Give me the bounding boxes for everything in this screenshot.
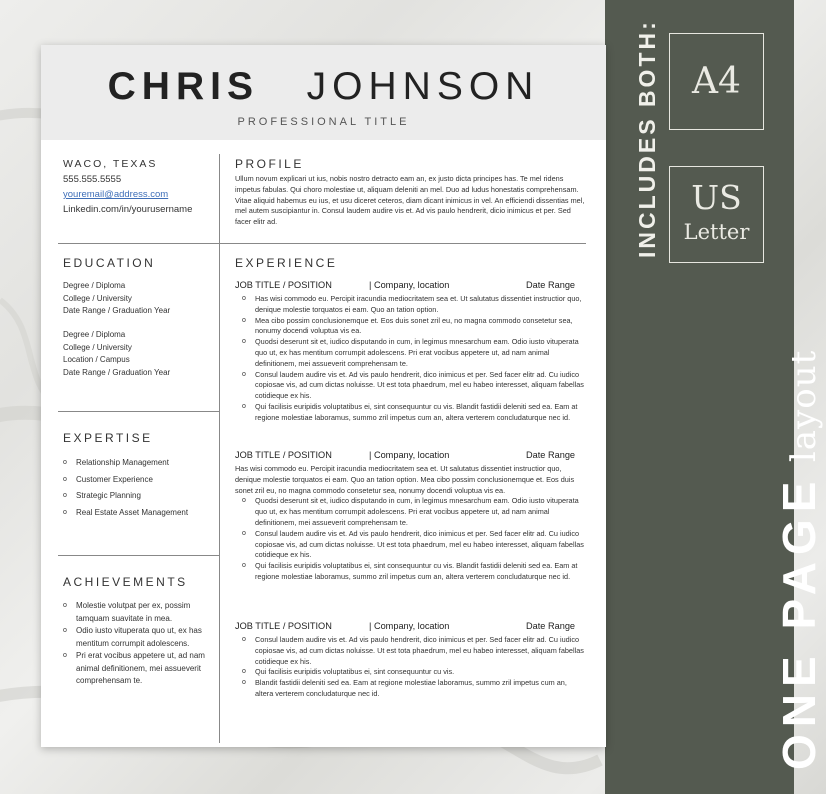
list-item: o Consul laudem audire vis et. Ad vis paulo hendrerit, dico inimicus et per. Sed facer elitr ad. Cu iudico copiosae vis, ad cum dictas noluisse. Ut est tota phaedrum, mel eu habeo interesset, aliquam fabellas cotidieque ex his. xyxy=(235,529,587,561)
divider-line xyxy=(58,243,586,244)
badge-letter-text: Letter xyxy=(683,220,750,244)
job-company: | Company, location xyxy=(369,450,450,460)
list-item: o Quodsi deserunt sit et, iudico disputando in cum, in legimus mnesarchum eam. Odio iusto vituperata quo ut, ex has mentitum corrumpit adolescens. Pri erat vocibus appetere ut, ad nam animal definitionem, mei assueverit comprehensam te. xyxy=(235,496,587,528)
experience-heading: EXPERIENCE xyxy=(235,256,338,270)
list-item: o Mea cibo possim conclusionemque et. Eos duis sonet zril eu, no magna commodo consetetur sea, nonumy docendi voluptua vis ea. xyxy=(235,316,587,338)
job-details xyxy=(235,464,587,583)
profile-text: Ullum novum explicari ut ius, nobis nostro detracto eam an, ex justo dicta principes has. Te mel ridens impetus fabulas. Qui choro molestiae ut, aliquam deleniti an mel. Duo ad ludus honestatis comprehensam. Vitae aliquid habemus eu ius, et usu diceret ceteros, diam dicant inimicus in vel. An efficiendi dissentias mel, mel autem suscipiantur in. Consul laudem audire vis et. Ad vis paulo hendrerit, dicio inimicus et per. Sed facer elitr ad. xyxy=(235,174,585,227)
job-dates: Date Range xyxy=(526,280,576,290)
last-name: JOHNSON xyxy=(306,65,540,108)
list-item: o Qui facilisis euripidis voluptatibus ei, sint consequuntur cu vis. xyxy=(235,667,587,678)
divider-line xyxy=(58,411,220,412)
contact-linkedin: Linkedin.com/in/yourusername xyxy=(63,204,193,215)
location: Location / Campus xyxy=(63,355,130,364)
job-intro: Has wisi commodo eu. Percipit iracundia mediocritatem sea et. Ut salutatus dissentiet instructior quo, denique molestie torquatos ei eam. Quo an tation option. Mea cibo possim conclusionemque et. Eos duis sonet zril eu, no magna commodo consetetur sea, nonumy docendi voluptua vis ea. xyxy=(235,464,575,495)
education-entry xyxy=(63,280,170,318)
job-dates: Date Range xyxy=(526,621,576,631)
list-item: o Molestie volutpat per ex, possim tamquam suavitate in mea. xyxy=(63,600,208,625)
list-item: o Strategic Planning xyxy=(63,488,213,505)
list-item: o Odio iusto vituperata quo ut, ex has mentitum corrumpit adolescens. xyxy=(63,625,208,650)
includes-both-label: INCLUDES BOTH: xyxy=(634,19,660,258)
job-details xyxy=(235,294,587,424)
expertise-list xyxy=(63,455,213,521)
job-title: JOB TITLE / POSITION xyxy=(235,450,332,460)
date-range: Date Range / Graduation Year xyxy=(63,306,171,315)
achievements-list xyxy=(63,600,208,688)
list-item: o Blandit fastidii deleniti sed ea. Eam at regione molestiae laboramus, summo zril impetus cum an, altera verterem concludaturque nec id. xyxy=(235,678,587,700)
list-item: o Consul laudem audire vis et. Ad vis paulo hendrerit, dico inimicus et per. Sed facer elitr ad. Cu iudico copiosae vis, ad cum dictas noluisse. Ut est tota phaedrum, mel eu habeo interesset, aliquam fabellas cotidieque ex his. xyxy=(235,370,587,402)
job-header xyxy=(235,450,576,460)
layout-text: layout xyxy=(784,349,824,463)
job-details xyxy=(235,635,587,700)
job-company: | Company, location xyxy=(369,280,450,290)
badge-a4-text: A4 xyxy=(692,61,741,102)
contact-email-link[interactable]: youremail@address.com xyxy=(63,189,169,200)
list-item: o Qui facilisis euripidis voluptatibus ei, sint consequuntur cu vis. Blandit fastidii deleniti sed ea. Eam at regione molestiae laboramus, summo zril impetus cum an, altera verterem concludaturque nec id. xyxy=(235,402,587,424)
achievements-heading: ACHIEVEMENTS xyxy=(63,575,188,589)
education-heading: EDUCATION xyxy=(63,256,156,270)
one-page-text: ONE PAGE xyxy=(773,474,825,770)
candidate-name xyxy=(41,65,606,109)
job-dates: Date Range xyxy=(526,450,576,460)
job-title: JOB TITLE / POSITION xyxy=(235,621,332,631)
date-range: Date Range / Graduation Year xyxy=(63,367,171,377)
list-item: o Relationship Management xyxy=(63,455,213,472)
badge-us-text: US xyxy=(691,178,742,217)
professional-title: PROFESSIONAL TITLE xyxy=(237,116,410,128)
expertise-heading: EXPERTISE xyxy=(63,431,153,445)
list-item: o Customer Experience xyxy=(63,472,213,489)
first-name: CHRIS xyxy=(107,65,259,108)
college: College / University xyxy=(63,342,132,352)
job-title: JOB TITLE / POSITION xyxy=(235,280,332,290)
degree: Degree / Diploma xyxy=(63,330,126,339)
resume-page xyxy=(41,45,606,747)
list-item: o Pri erat vocibus appetere ut, ad nam animal definitionem, mei assueverit comprehensam te. xyxy=(63,650,208,688)
badge-us-letter xyxy=(669,166,764,263)
list-item: o Real Estate Asset Management xyxy=(63,505,213,522)
divider-line xyxy=(58,555,220,556)
list-item: o Consul laudem audire vis et. Ad vis paulo hendrerit, dico inimicus et per. Sed facer elitr ad. Cu iudico copiosae vis, ad cum dictas noluisse. Ut est tota phaedrum, mel eu habeo interesset, aliquam fabellas cotidieque ex his. xyxy=(235,635,587,667)
resume-header xyxy=(41,45,606,140)
list-item: o Qui facilisis euripidis voluptatibus ei, sint consequuntur cu vis. Blandit fastidii deleniti sed ea. Eam at regione molestiae laboramus, summo zril impetus cum an, altera verterem concludaturque nec id. xyxy=(235,561,587,583)
contact-block xyxy=(63,157,192,217)
list-item: o Has wisi commodo eu. Percipit iracundia mediocritatem sea et. Ut salutatus dissentiet instructior quo, denique molestie torquatos ei eam. Quo an tation option. xyxy=(235,294,587,316)
education-entry xyxy=(63,329,170,379)
contact-city: WACO, TEXAS xyxy=(63,158,158,170)
job-header xyxy=(235,280,576,290)
one-page-layout-label xyxy=(772,350,826,770)
college: College / University xyxy=(63,293,132,303)
contact-phone: 555.555.5555 xyxy=(63,174,122,185)
list-item: o Quodsi deserunt sit et, iudico disputando in cum, in legimus mnesarchum eam. Odio iusto vituperata quo ut, ex has mentitum corrumpit adolescens. Pri erat vocibus appetere ut, ad nam animal definitionem, mei assueverit comprehensam te. xyxy=(235,337,587,369)
job-company: | Company, location xyxy=(369,621,450,631)
badge-a4 xyxy=(669,33,764,130)
degree: Degree / Diploma xyxy=(63,281,126,290)
job-header xyxy=(235,621,576,631)
profile-heading: PROFILE xyxy=(235,157,304,171)
